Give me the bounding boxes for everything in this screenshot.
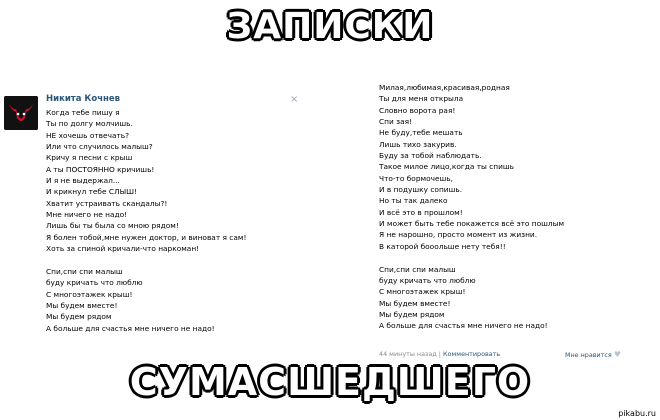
- post-text-right: Милая,любимая,красивая,родная Ты для меня открыла Словно ворота рая! Спи зая! Не буду,тебе мешать Лишь тихо закурив. Буду за тобой наблюдать. Такое милое лицо,когда ты спишь Что-то бормочешь, И в подушку сопишь. Но ты так далеко И всё это в прошлом! И может быть тебе покажется всё это пошлым Я не нарошно, просто момент из жизни. В каторой бооольше нету тебя!! Спи,спи спи малыш буду кричать что люблю С многоэтажек крыш! Мы будем вместе! Мы будем рядом А больше для счастья мне ничего не надо!: [379, 83, 565, 331]
- post-text-left: Когда тебе пишу я Ты по долгу молчишь. НЕ хочешь отвечать? Или что случилось малыш? Кричу я песни с крыш А ты ПОСТОЯННО кричишь! И я не выдержал... И крикнул тебе СЛЫШ! Хватит устраивать скандалы?! Мне ничего не надо! Лишь бы ты была со мною рядом! Я болен тобой,мне нужен доктор, и виноват я сам! Хоть за спиной кричали-что наркоман! Спи,спи спи малыш буду кричать что люблю С многоэтажек крыш! Мы будем вместе! Мы будем рядом А больше для счастья мне ничего не надо!: [46, 108, 247, 333]
- meme-caption-top: ЗАПИСКИ: [226, 6, 434, 47]
- heart-icon: ♥: [613, 350, 621, 359]
- comment-link[interactable]: Комментировать: [442, 350, 501, 358]
- bulls-logo-icon: [4, 96, 38, 130]
- post-time[interactable]: 44 минуты назад: [379, 350, 437, 358]
- like-button[interactable]: [565, 350, 621, 359]
- watermark: pikabu.ru: [618, 409, 656, 418]
- meme-caption-bottom: СУМАСШЕДШЕГО: [129, 360, 531, 404]
- author-name-link[interactable]: Никита Кочнев: [46, 94, 121, 104]
- like-label: Мне нравится: [564, 351, 612, 359]
- meta-separator: |: [438, 350, 441, 358]
- avatar[interactable]: [4, 96, 38, 130]
- close-icon[interactable]: ×: [290, 94, 299, 105]
